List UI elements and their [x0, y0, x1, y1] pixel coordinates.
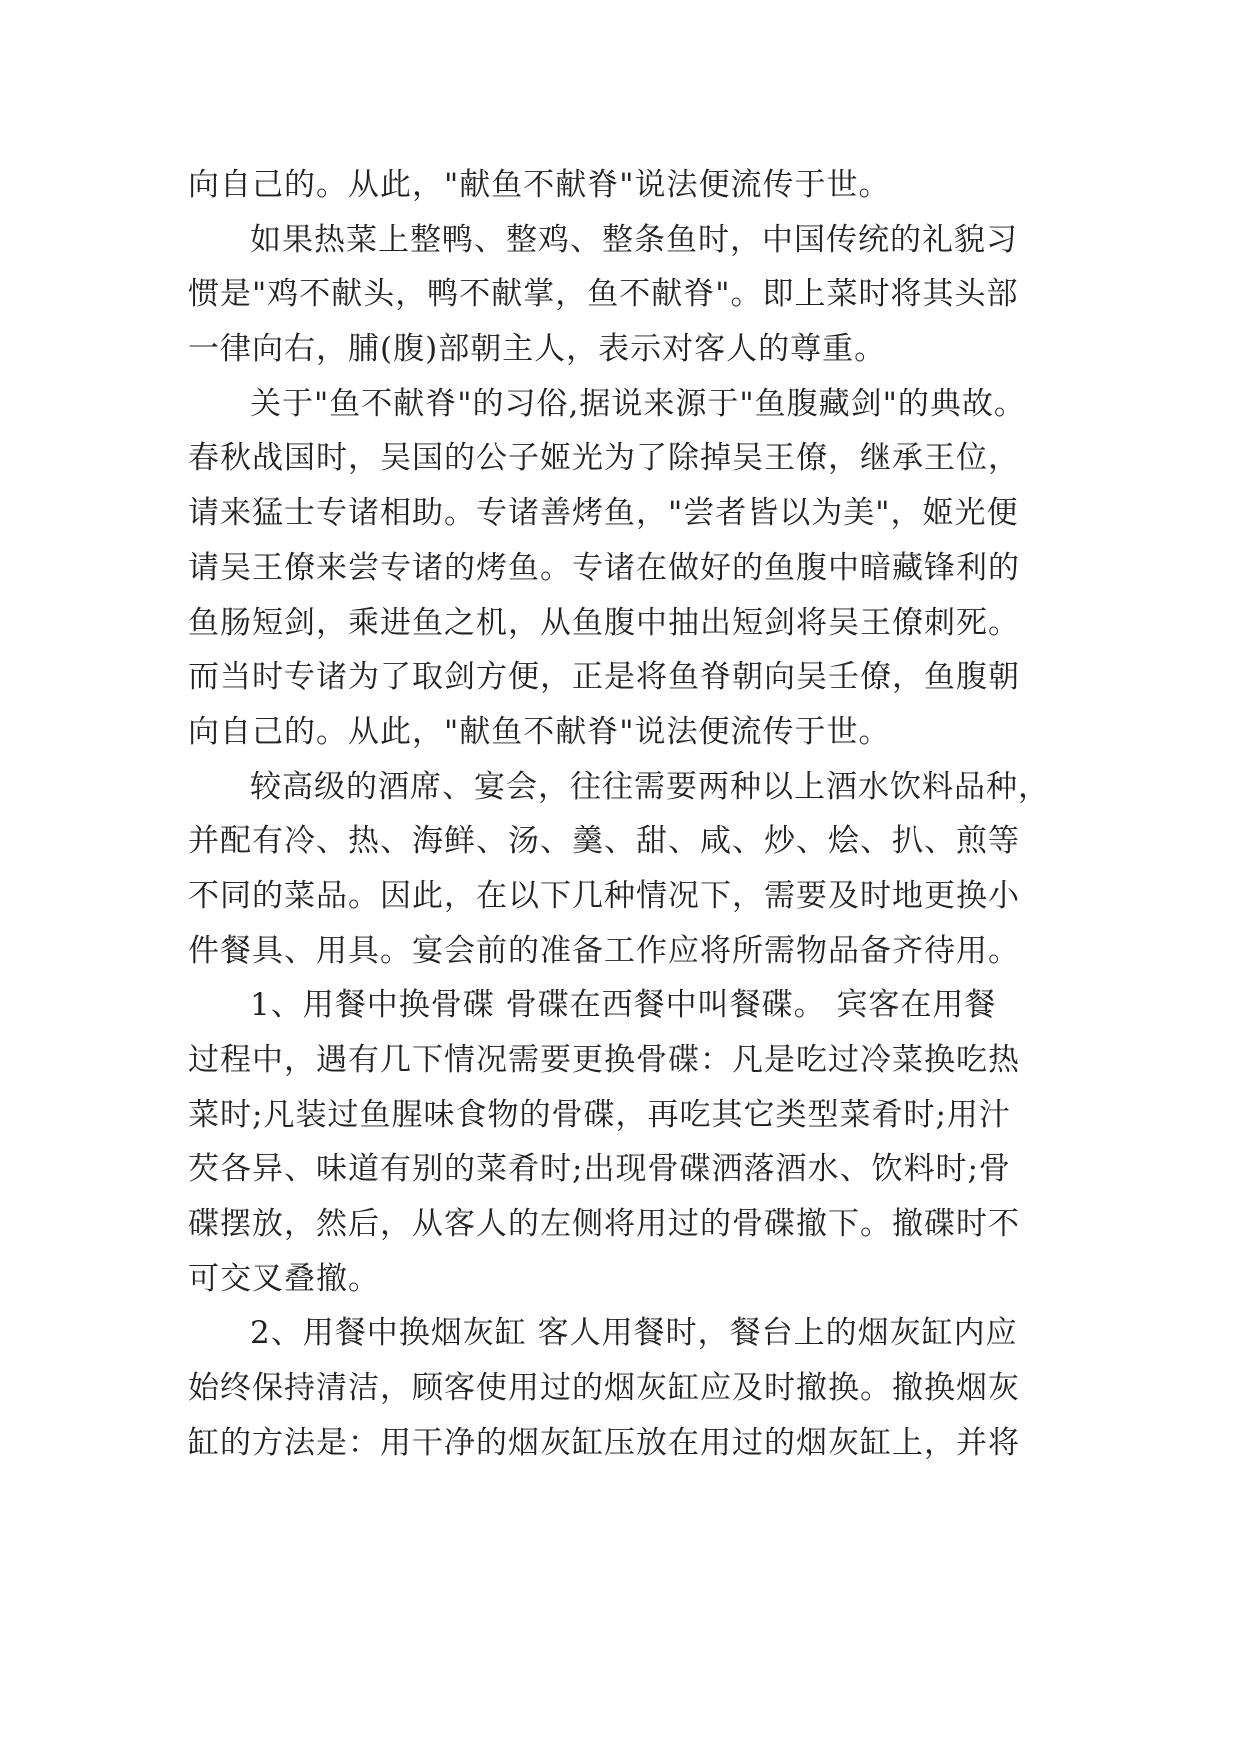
text-line: 缸的方法是：用干净的烟灰缸压放在用过的烟灰缸上，并将: [188, 1424, 1020, 1461]
text-line: 向自己的。从此，"献鱼不献脊"说法便流传于世。: [188, 713, 891, 750]
text-line: 请吴王僚来尝专诸的烤鱼。专诸在做好的鱼腹中暗藏锋利的: [188, 549, 1020, 586]
text-line: 碟摆放，然后，从客人的左侧将用过的骨碟撤下。撤碟时不: [188, 1206, 1020, 1243]
text-line: 惯是"鸡不献头，鸭不献掌，鱼不献脊"。即上菜时将其头部: [188, 276, 1019, 313]
text-line: 向自己的。从此，"献鱼不献脊"说法便流传于世。: [188, 167, 891, 203]
text-line: 始终保持清洁，顾客使用过的烟灰缸应及时撤换。撤换烟灰: [188, 1370, 1020, 1407]
text-line: 1、用餐中换骨碟 骨碟在西餐中叫餐碟。 宾客在用餐: [250, 987, 997, 1024]
document-body: [188, 158, 1078, 1471]
text-line: 春秋战国时，吴国的公子姬光为了除掉吴王僚，继承王位，: [188, 440, 1020, 477]
text-line: 芡各异、味道有别的菜肴时;出现骨碟洒落酒水、饮料时;骨: [188, 1151, 1011, 1188]
text-line: 如果热菜上整鸭、整鸡、整条鱼时，中国传统的礼貌习: [250, 221, 1018, 258]
text-line: 不同的菜品。因此，在以下几种情况下，需要及时地更换小: [188, 877, 1020, 914]
text-line: 鱼肠短剑，乘进鱼之机，从鱼腹中抽出短剑将吴王僚刺死。: [188, 604, 1020, 641]
text-line: 可交叉叠撤。: [188, 1260, 380, 1297]
text-line: 关于"鱼不献脊"的习俗,据说来源于"鱼腹藏剑"的典故。: [250, 385, 1026, 422]
text-line: 而当时专诸为了取剑方便，正是将鱼脊朝向吴壬僚，鱼腹朝: [188, 659, 1020, 696]
text-line: 请来猛士专诸相助。专诸善烤鱼，"尝者皆以为美"，姬光便: [188, 495, 1019, 532]
text-line: 过程中，遇有几下情况需要更换骨碟：凡是吃过冷菜换吃热: [188, 1042, 1020, 1078]
text-line: 一律向右，脯(腹)部朝主人，表示对客人的尊重。: [188, 331, 887, 368]
text-line: 并配有冷、热、海鲜、汤、羹、甜、咸、炒、烩、扒、煎等: [188, 823, 1020, 860]
text-line: 2、用餐中换烟灰缸 客人用餐时，餐台上的烟灰缸内应: [250, 1315, 1018, 1352]
text-line: 件餐具、用具。宴会前的准备工作应将所需物品备齐待用。: [188, 932, 1020, 969]
text-line: 较高级的酒席、宴会，往往需要两种以上酒水饮料品种，: [250, 768, 1050, 805]
text-line: 菜时;凡装过鱼腥味食物的骨碟，再吃其它类型菜肴时;用汁: [188, 1096, 1011, 1133]
